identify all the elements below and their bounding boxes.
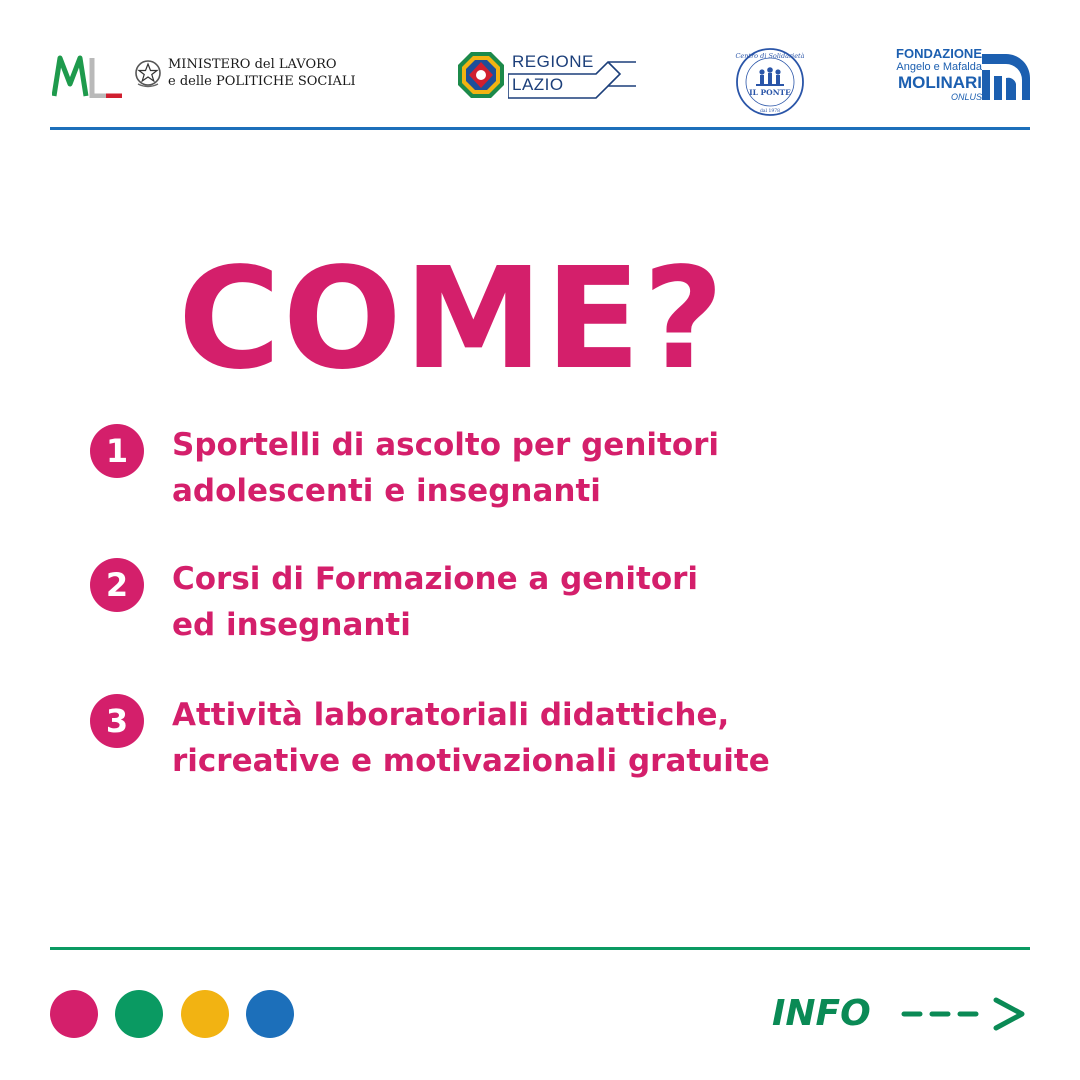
fondazione-line-4: ONLUS (950, 92, 982, 102)
item-line-1: Corsi di Formazione a genitori (172, 561, 699, 597)
color-dot-magenta (50, 990, 98, 1038)
item-number-badge: 3 (90, 694, 144, 748)
il-ponte-name: IL PONTE (749, 88, 791, 97)
footer-divider (50, 947, 1030, 950)
item-text (172, 692, 992, 784)
fondazione-molinari-name (880, 46, 982, 103)
header-divider (50, 127, 1030, 130)
page-title: COME? (178, 238, 726, 401)
item-line-2: ricreative e motivazionali gratuite (172, 743, 770, 779)
ministero-name (168, 56, 356, 90)
regione-lazio-name (512, 52, 594, 95)
il-ponte-sub: dal 1978 (760, 109, 780, 114)
il-ponte-logo (734, 46, 806, 118)
item-text (172, 422, 992, 514)
item-line-1: Sportelli di ascolto per genitori (172, 427, 720, 463)
fondazione-line-3: MOLINARI (897, 73, 982, 92)
item-line-1: Attività laboratoriali didattiche, (172, 697, 730, 733)
fondazione-line-2: Angelo e Mafalda (896, 61, 982, 73)
il-ponte-top-text: Centro di Solidarietà (735, 52, 805, 60)
fondazione-line-1: FONDAZIONE (896, 46, 982, 61)
color-dot-blue (246, 990, 294, 1038)
ministero-line-2: e delle POLITICHE SOCIALI (168, 74, 356, 89)
color-dot-green (115, 990, 163, 1038)
regione-line-1: REGIONE (512, 52, 594, 71)
item-line-2: adolescenti e insegnanti (172, 473, 601, 509)
item-number-badge: 1 (90, 424, 144, 478)
color-dot-yellow (181, 990, 229, 1038)
item-line-2: ed insegnanti (172, 607, 411, 643)
regione-lazio-crest-icon (456, 50, 506, 100)
info-label[interactable]: INFO (772, 993, 871, 1034)
regione-line-2: LAZIO (512, 75, 564, 94)
item-number-badge: 2 (90, 558, 144, 612)
molinari-arch-icon (980, 48, 1032, 102)
ministero-line-1: MINISTERO del LAVORO (168, 57, 337, 72)
ministero-ml-logo (52, 54, 124, 98)
italian-republic-emblem-icon (134, 58, 162, 88)
item-text (172, 556, 992, 648)
dashed-arrow-right-icon[interactable] (898, 994, 1030, 1034)
